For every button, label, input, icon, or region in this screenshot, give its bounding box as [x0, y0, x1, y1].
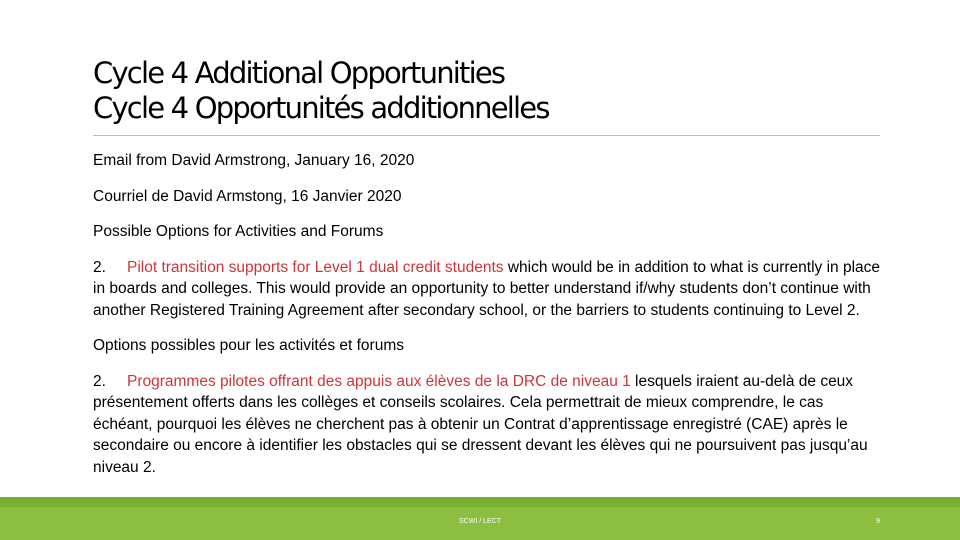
footer-accent-stripe: [0, 497, 960, 507]
list-item-number: 2.: [93, 372, 106, 390]
list-item-number: 2.: [93, 258, 106, 276]
title-divider: [93, 135, 880, 136]
list-item-english: [93, 257, 883, 322]
slide-title: [93, 56, 893, 126]
courriel-line: Courriel de David Armstong, 16 Janvier 2020: [93, 187, 402, 205]
page-number: 9: [876, 518, 880, 525]
highlighted-text: Programmes pilotes offrant des appuis aux élèves de la DRC de niveau 1: [127, 372, 631, 390]
heading-french: Options possibles pour les activités et forums: [93, 337, 404, 354]
highlighted-text: Pilot transition supports for Level 1 dual credit students: [127, 258, 504, 276]
title-line-english: Cycle 4 Additional Opportunities: [93, 56, 505, 90]
footer-text: SCWI / LECT: [458, 518, 501, 525]
item-text: lesquels iraient au-delà de ceux présentement offerts dans les collèges et conseils scolaires. Cela permettrait de mieux comprendre, le cas échéant, pourquoi les élèves ne cherchent pas à obtenir un Contrat d’apprentissage enregistré (CAE) après le secondaire ou encore à identifier les obstacles qui se dressent devant les élèves qui ne poursuivent pas jusqu’au niveau 2.: [93, 372, 868, 476]
heading-english: Possible Options for Activities and Forums: [93, 223, 384, 240]
list-item-french: [93, 371, 883, 479]
email-line: Email from David Armstrong, January 16, 2020: [93, 152, 415, 169]
item-text: which would be in addition to what is currently in place in boards and colleges. This would provide an opportunity to better understand if/why students don’t continue with another Registered Training Agreement after secondary school, or the barriers to students continuing to Level 2.: [93, 258, 881, 319]
title-line-french: Cycle 4 Opportunités additionnelles: [93, 91, 549, 125]
slide-body: [93, 150, 883, 478]
